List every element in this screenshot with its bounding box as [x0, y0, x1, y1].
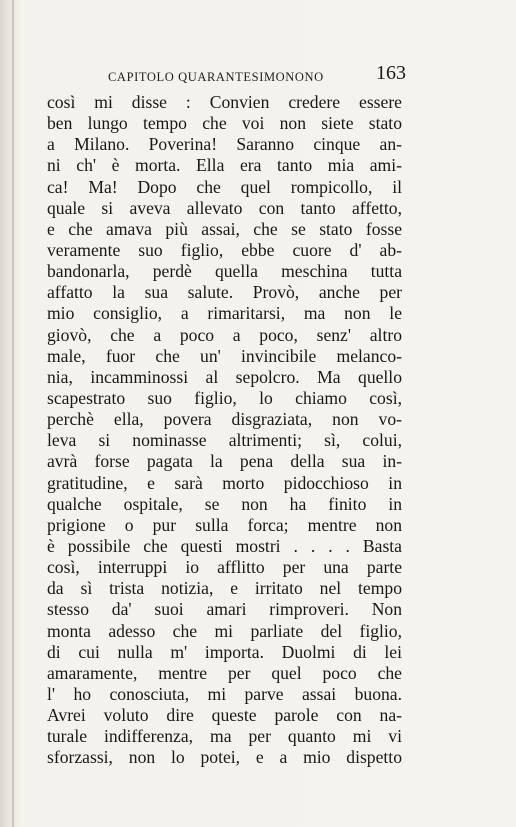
text-line: amaramente, mentre per quel poco che	[47, 662, 402, 683]
text-line: veramente suo figlio, ebbe cuore d' ab-	[47, 239, 402, 260]
text-line: prigione o pur sulla forca; mentre non	[47, 514, 402, 535]
text-line: monta adesso che mi parliate del figlio,	[47, 620, 402, 641]
text-line: qualche ospitale, se non ha finito in	[47, 493, 402, 514]
text-line: avrà forse pagata la pena della sua in-	[47, 451, 402, 472]
text-line: gratitudine, e sarà morto pidocchioso in	[47, 472, 402, 493]
text-line: ben lungo tempo che voi non siete stato	[47, 113, 402, 134]
text-line: da sì trista notizia, e irritato nel tempo	[47, 578, 402, 599]
text-line: scapestrato suo figlio, lo chiamo così,	[47, 387, 402, 408]
text-line: è possibile che questi mostri . . . . Basta	[47, 535, 402, 556]
text-line: Avrei voluto dire queste parole con na-	[47, 705, 402, 726]
text-line: a Milano. Poverina! Saranno cinque an-	[47, 134, 402, 155]
text-line: ca! Ma! Dopo che quel rompicollo, il	[47, 176, 402, 197]
text-line: l' ho conosciuta, mi parve assai buona.	[47, 683, 402, 704]
text-line: bandonarla, perdè quella meschina tutta	[47, 261, 402, 282]
text-line: mio consiglio, a rimaritarsi, ma non le	[47, 303, 402, 324]
page-number: 163	[376, 62, 406, 84]
text-line: nia, incamminossi al sepolcro. Ma quello	[47, 366, 402, 387]
text-line: perchè ella, povera disgraziata, non vo-	[47, 409, 402, 430]
text-line: sforzassi, non lo potei, e a mio dispetto	[47, 747, 402, 768]
text-line: male, fuor che un' invincibile melanco-	[47, 345, 402, 366]
page-gutter	[12, 0, 14, 827]
text-line: stesso da' suoi amari rimproveri. Non	[47, 599, 402, 620]
text-line: così, interruppi io afflitto per una parte	[47, 557, 402, 578]
text-line: giovò, che a poco a poco, senz' altro	[47, 324, 402, 345]
text-line: così mi disse : Convien credere essere	[47, 92, 402, 112]
text-line: e che amava più assai, che se stato fosse	[47, 218, 402, 239]
text-line: affatto la sua salute. Provò, anche per	[47, 282, 402, 303]
running-title: CAPITOLO QUARANTESIMONONO	[108, 70, 324, 84]
text-line: leva si nominasse altrimenti; sì, colui,	[47, 430, 402, 451]
body-text	[47, 92, 402, 769]
text-line: ni ch' è morta. Ella era tanto mia ami-	[47, 155, 402, 176]
text-line: di cui nulla m' importa. Duolmi di lei	[47, 641, 402, 662]
text-line: turale indifferenza, ma per quanto mi vi	[47, 726, 402, 747]
text-line: quale si aveva allevato con tanto affetto,	[47, 197, 402, 218]
